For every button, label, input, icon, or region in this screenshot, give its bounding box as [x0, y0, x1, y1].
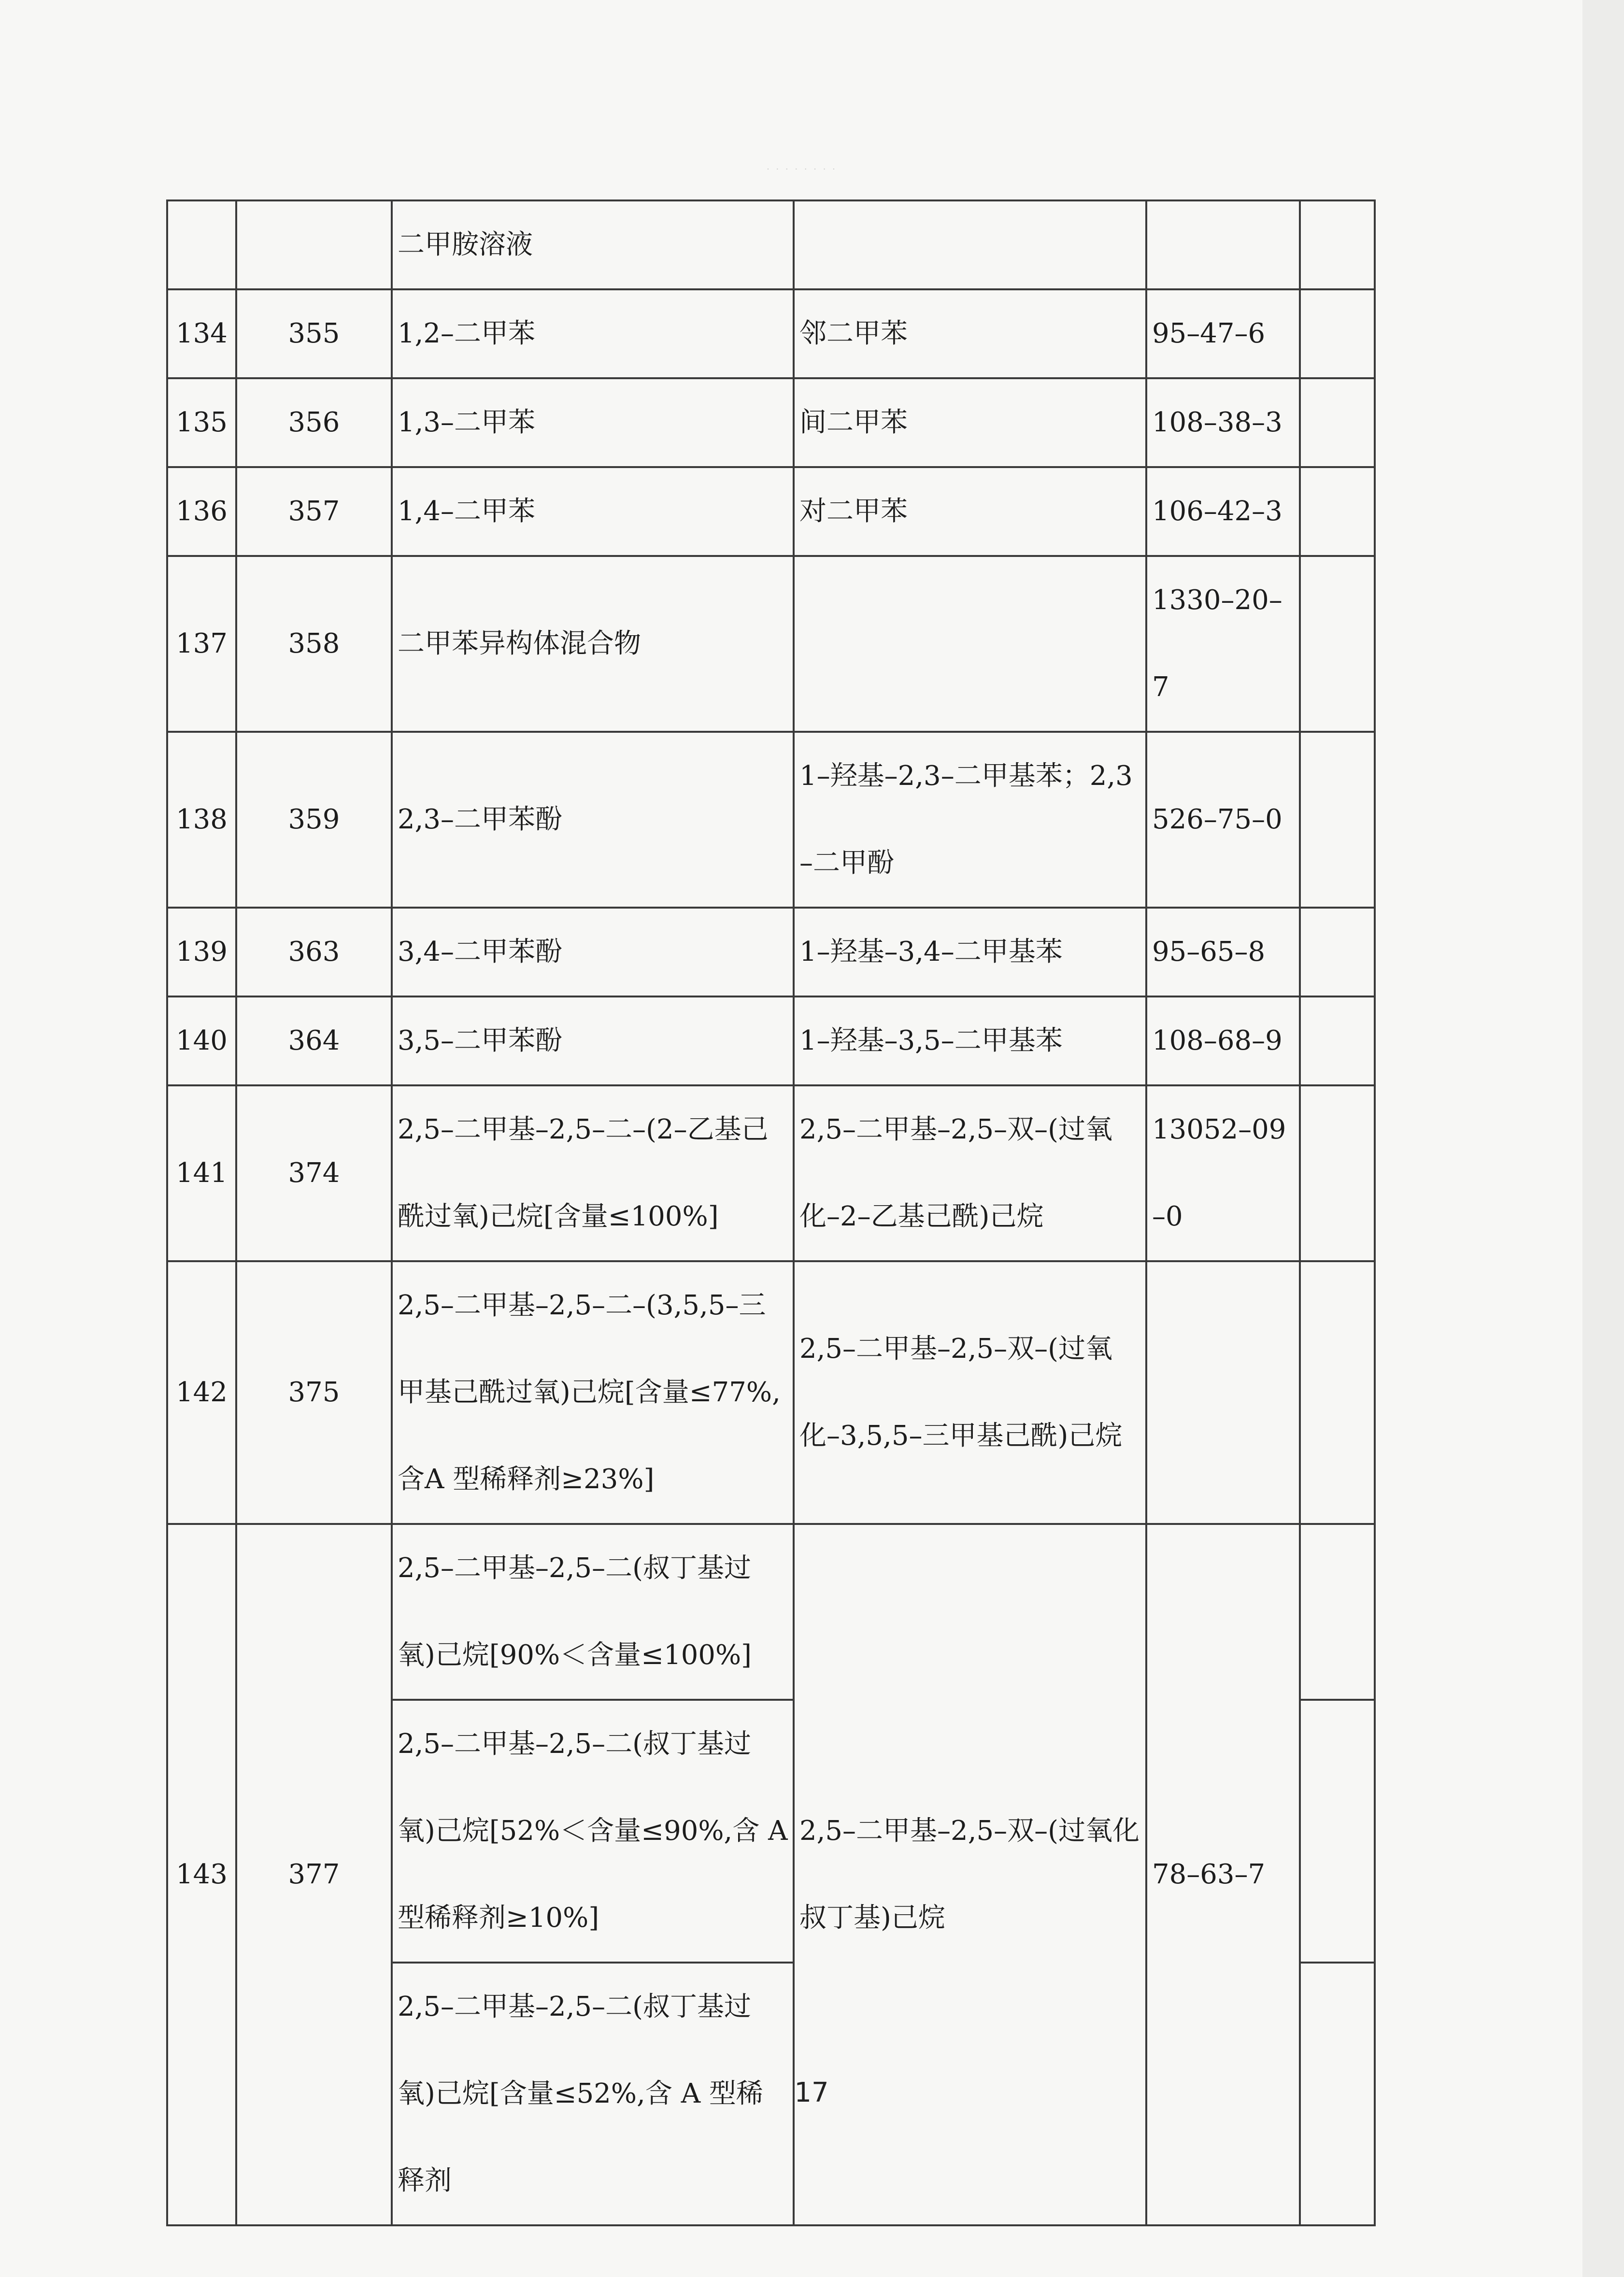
seq-cell: 134 — [167, 289, 236, 378]
scan-edge — [1582, 0, 1624, 2277]
seq-cell: 143 — [167, 1524, 236, 2225]
code-cell: 374 — [236, 1085, 392, 1261]
code-cell: 364 — [236, 996, 392, 1085]
remark-cell — [1300, 289, 1375, 378]
name-cell: 2,5–二甲基–2,5–二–(3,5,5–三甲基己酰过氧)己烷[含量≤77%,含A 型稀释剂≥23%] — [392, 1261, 794, 1524]
alias-cell: 2,5–二甲基–2,5–双–(过氧化–2–乙基己酰)己烷 — [794, 1085, 1146, 1261]
code-cell: 377 — [236, 1524, 392, 2225]
cas-cell: 1330–20–7 — [1146, 556, 1300, 732]
name-cell: 1,2–二甲苯 — [392, 289, 794, 378]
table-row-137 — [167, 556, 1375, 732]
alias-cell: 1–羟基–3,4–二甲基苯 — [794, 908, 1146, 996]
seq-cell: 136 — [167, 467, 236, 556]
remark-cell — [1300, 1261, 1375, 1524]
seq-cell: 139 — [167, 908, 236, 996]
name-cell: 2,5–二甲基–2,5–二(叔丁基过氧)己烷[含量≤52%,含 A 型稀释剂 — [392, 1963, 794, 2225]
table-row-141 — [167, 1085, 1375, 1261]
table-row-136 — [167, 467, 1375, 556]
cas-cell: 95–65–8 — [1146, 908, 1300, 996]
code-cell: 375 — [236, 1261, 392, 1524]
cas-cell: 13052–09–0 — [1146, 1085, 1300, 1261]
alias-cell: 2,5–二甲基–2,5–双–(过氧化叔丁基)己烷 — [794, 1524, 1146, 2225]
table-row-134 — [167, 289, 1375, 378]
alias-cell: 1–羟基–3,5–二甲基苯 — [794, 996, 1146, 1085]
cas-cell: 95–47–6 — [1146, 289, 1300, 378]
alias-cell — [794, 556, 1146, 732]
table-row-142 — [167, 1261, 1375, 1524]
remark-cell — [1300, 996, 1375, 1085]
cas-cell: 106–42–3 — [1146, 467, 1300, 556]
name-cell: 二甲胺溶液 — [392, 200, 794, 289]
code-cell: 357 — [236, 467, 392, 556]
code-cell: 356 — [236, 378, 392, 467]
alias-cell: 1–羟基–2,3–二甲基苯；2,3–二甲酚 — [794, 732, 1146, 908]
alias-cell — [794, 200, 1146, 289]
table-row-140 — [167, 996, 1375, 1085]
name-cell: 2,3–二甲苯酚 — [392, 732, 794, 908]
name-cell: 2,5–二甲基–2,5–二(叔丁基过氧)己烷[52%＜含量≤90%,含 A 型稀释剂≥10%] — [392, 1700, 794, 1963]
alias-cell: 对二甲苯 — [794, 467, 1146, 556]
seq-cell — [167, 200, 236, 289]
faint-header-mark: · · · · · · · · — [767, 164, 837, 174]
remark-cell — [1300, 378, 1375, 467]
code-cell — [236, 200, 392, 289]
name-cell: 2,5–二甲基–2,5–二(叔丁基过氧)己烷[90%＜含量≤100%] — [392, 1524, 794, 1700]
remark-cell — [1300, 1524, 1375, 1700]
remark-cell — [1300, 732, 1375, 908]
cas-cell — [1146, 200, 1300, 289]
code-cell: 355 — [236, 289, 392, 378]
seq-cell: 141 — [167, 1085, 236, 1261]
table-row-139 — [167, 908, 1375, 996]
cas-cell: 526–75–0 — [1146, 732, 1300, 908]
chemical-table — [166, 199, 1376, 2226]
code-cell: 359 — [236, 732, 392, 908]
table-row-138 — [167, 732, 1375, 908]
remark-cell — [1300, 1085, 1375, 1261]
seq-cell: 140 — [167, 996, 236, 1085]
name-cell: 二甲苯异构体混合物 — [392, 556, 794, 732]
seq-cell: 138 — [167, 732, 236, 908]
remark-cell — [1300, 467, 1375, 556]
alias-cell: 2,5–二甲基–2,5–双–(过氧化–3,5,5–三甲基己酰)己烷 — [794, 1261, 1146, 1524]
cas-cell: 108–68–9 — [1146, 996, 1300, 1085]
seq-cell: 142 — [167, 1261, 236, 1524]
name-cell: 1,4–二甲苯 — [392, 467, 794, 556]
seq-cell: 137 — [167, 556, 236, 732]
page-number: 17 — [794, 2077, 829, 2108]
name-cell: 1,3–二甲苯 — [392, 378, 794, 467]
table-row-135 — [167, 378, 1375, 467]
cas-cell: 78–63–7 — [1146, 1524, 1300, 2225]
remark-cell — [1300, 1700, 1375, 1963]
alias-cell: 邻二甲苯 — [794, 289, 1146, 378]
remark-cell — [1300, 908, 1375, 996]
table-row-143a — [167, 1524, 1375, 1700]
remark-cell — [1300, 556, 1375, 732]
table-row-continuation — [167, 200, 1375, 289]
remark-cell — [1300, 1963, 1375, 2225]
seq-cell: 135 — [167, 378, 236, 467]
cas-cell: 108–38–3 — [1146, 378, 1300, 467]
cas-cell — [1146, 1261, 1300, 1524]
name-cell: 3,5–二甲苯酚 — [392, 996, 794, 1085]
name-cell: 2,5–二甲基–2,5–二–(2–乙基己酰过氧)己烷[含量≤100%] — [392, 1085, 794, 1261]
remark-cell — [1300, 200, 1375, 289]
code-cell: 358 — [236, 556, 392, 732]
alias-cell: 间二甲苯 — [794, 378, 1146, 467]
name-cell: 3,4–二甲苯酚 — [392, 908, 794, 996]
code-cell: 363 — [236, 908, 392, 996]
